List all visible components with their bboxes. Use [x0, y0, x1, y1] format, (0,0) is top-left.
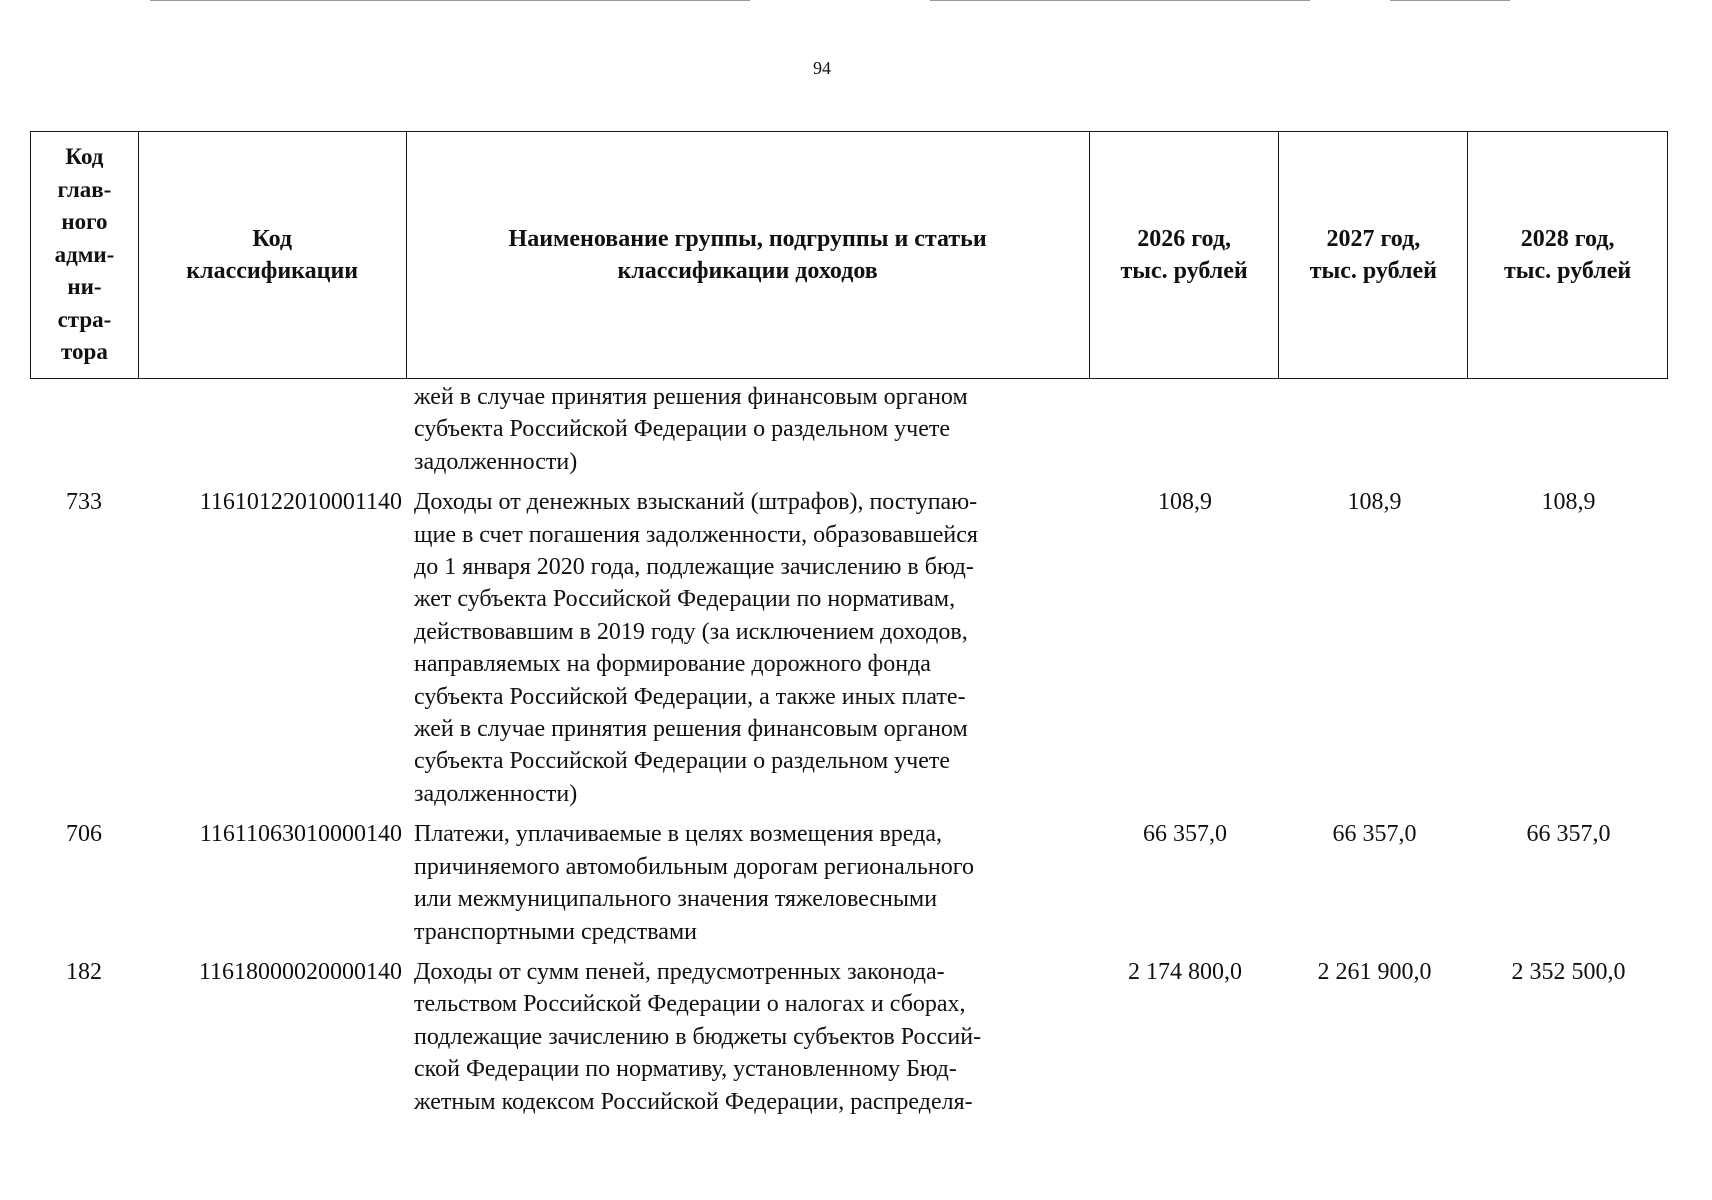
- scan-edge-line: [1390, 0, 1510, 1]
- income-name-cell: Платежи, уплачиваемые в целях возмещения вреда, причиняемого автомобильным дорогам регионального или межмуниципального значения тяжеловесными транспортными средствами: [414, 821, 974, 945]
- value-2026-cell: 66 357,0: [1143, 821, 1227, 848]
- income-name-cell: Доходы от денежных взысканий (штрафов), поступаю- щие в счет погашения задолженности, образовавшейся до 1 января 2020 года, подлежащие зачислению в бюд- жет субъекта Российской Федерации по нормативам, действовавшим в 2019 году (за исключением доходов, направляемых на формирование дорожного фонда субъекта Российской Федерации, а также иных плате- жей в случае принятия решения финансовым органом субъекта Российской Федерации о раздельном учете задолженности): [414, 489, 978, 807]
- header-year-2027: 2027 год, тыс. рублей: [1279, 132, 1468, 378]
- header-income-name: Наименование группы, подгруппы и статьи классификации доходов: [407, 132, 1090, 378]
- header-admin-code: Код глав- ного адми- ни- стра- тора: [31, 132, 139, 378]
- classification-code-cell: 11610122010001140: [199, 489, 402, 516]
- value-2027-cell: 66 357,0: [1332, 821, 1417, 848]
- scan-edge-line: [930, 0, 1310, 1]
- income-name-cell: жей в случае принятия решения финансовым органом субъекта Российской Федерации о раздельном учете задолженности): [414, 384, 968, 475]
- page-number: 94: [813, 58, 831, 78]
- value-2027-cell: 2 261 900,0: [1317, 958, 1432, 985]
- table-row: [30, 381, 1668, 478]
- admin-code-cell: 706: [66, 821, 102, 848]
- table-row: [30, 486, 1668, 810]
- header-classification-code: Код классификации: [139, 132, 407, 378]
- income-name-cell: Доходы от сумм пеней, предусмотренных законода- тельством Российской Федерации о налогах и сборах, подлежащие зачислению в бюджеты субъектов Россий- ской Федерации по нормативу, установленному Бюд- жетным кодексом Российской Федерации, распределя-: [414, 958, 982, 1115]
- value-2028-cell: 66 357,0: [1526, 821, 1611, 848]
- header-year-2028: 2028 год, тыс. рублей: [1503, 226, 1632, 284]
- value-2028-cell: 2 352 500,0: [1511, 958, 1626, 985]
- value-2026-cell: 108,9: [1158, 489, 1212, 516]
- header-year-2026: 2026 год, тыс. рублей: [1090, 132, 1280, 378]
- classification-code-cell: 11618000020000140: [198, 958, 402, 985]
- scan-edge-line: [150, 0, 750, 1]
- table-header: [30, 131, 1668, 379]
- classification-code-cell: 11611063010000140: [199, 821, 402, 848]
- table-row: [30, 956, 1668, 1118]
- table-body: [30, 381, 1668, 1118]
- table-row: [30, 818, 1668, 948]
- admin-code-cell: 733: [66, 489, 102, 516]
- value-2028-cell: 108,9: [1541, 489, 1596, 516]
- value-2026-cell: 2 174 800,0: [1128, 958, 1242, 985]
- admin-code-cell: 182: [66, 958, 102, 985]
- value-2027-cell: 108,9: [1347, 489, 1402, 516]
